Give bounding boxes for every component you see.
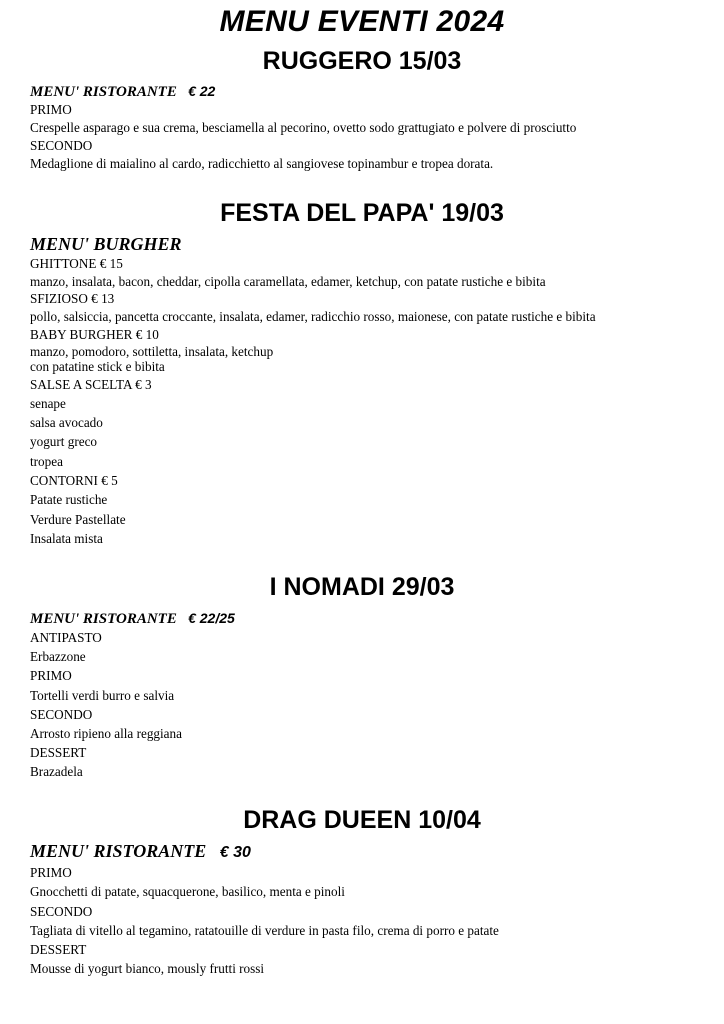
menu-header (30, 82, 215, 101)
menu-line: Tagliata di vitello al tegamino, ratatouille di verdure in pasta filo, crema di porro e patate (30, 922, 499, 938)
menu-line: yogurt greco (30, 434, 98, 450)
menu-label: MENU' BURGHER (30, 234, 182, 254)
menu-line: SALSE A SCELTA € 3 (30, 376, 152, 392)
menu-line: Medaglione di maialino al cardo, radicchietto al sangiovese topinambur e tropea dorata. (30, 156, 494, 171)
menu-line: senape (30, 395, 66, 411)
menu-label: MENU' RISTORANTE (30, 841, 207, 861)
menu-label: MENU' RISTORANTE (30, 611, 177, 627)
menu-line: PRIMO (30, 865, 72, 880)
menu-line: manzo, insalata, bacon, cheddar, cipolla caramellata, edamer, ketchup, con patate rustiche e bibita (30, 273, 546, 289)
menu-line: CONTORNI € 5 (30, 473, 118, 488)
menu-line: Brazadela (30, 764, 83, 780)
menu-line: DESSERT (30, 745, 87, 761)
menu-line: PRIMO (30, 668, 72, 684)
event-heading-i-nomadi: I NOMADI 29/03 (269, 573, 455, 601)
menu-price: € 22 (188, 83, 216, 99)
page-title: MENU EVENTI 2024 (219, 5, 505, 38)
menu-label: MENU' RISTORANTE (30, 84, 177, 100)
menu-line: SECONDO (30, 138, 93, 153)
menu-line: SECONDO (30, 903, 93, 919)
menu-line: SFIZIOSO € 13 (30, 291, 115, 307)
menu-line: Tortelli verdi burro e salvia (30, 687, 175, 703)
event-menu-lines (30, 863, 710, 979)
menu-line: BABY BURGHER € 10 (30, 326, 159, 342)
event-heading-ruggero: RUGGERO 15/03 (262, 47, 462, 75)
menu-line: Patate rustiche (30, 492, 108, 508)
event-menu-lines (30, 628, 710, 782)
event-menu-lines (30, 101, 710, 173)
menu-line: Mousse di yogurt bianco, mously frutti rossi (30, 961, 265, 977)
menu-line: Insalata mista (30, 530, 103, 546)
menu-line: con patatine stick e bibita (30, 359, 165, 375)
menu-line: Gnocchetti di patate, squacquerone, basilico, menta e pinoli (30, 884, 345, 900)
menu-line: Crespelle asparago e sua crema, besciamella al pecorino, ovetto sodo grattugiato e polvere di prosciutto (30, 120, 577, 135)
menu-header (30, 841, 251, 863)
menu-line: DESSERT (30, 942, 87, 958)
event-heading-drag-dueen: DRAG DUEEN 10/04 (243, 806, 481, 834)
menu-price: € 30 (219, 844, 251, 861)
menu-line: SECONDO (30, 706, 93, 722)
event-heading-festa-del-papa: FESTA DEL PAPA' 19/03 (220, 199, 504, 227)
menu-line: ANTIPASTO (30, 630, 102, 645)
menu-line: manzo, pomodoro, sottiletta, insalata, ketchup (30, 343, 274, 359)
menu-line: pollo, salsiccia, pancetta croccante, insalata, edamer, radicchio rosso, maionese, con patate rustiche e bibita (30, 309, 596, 325)
menu-line: salsa avocado (30, 415, 103, 431)
menu-line: GHITTONE € 15 (30, 256, 123, 271)
menu-line: Verdure Pastellate (30, 511, 126, 527)
event-menu-lines (30, 255, 710, 548)
menu-header (30, 609, 235, 628)
menu-line: PRIMO (30, 102, 72, 117)
menu-line: Arrosto ripieno alla reggiana (30, 726, 182, 742)
menu-line: Erbazzone (30, 649, 86, 665)
menu-price: € 22/25 (188, 610, 235, 626)
menu-line: tropea (30, 453, 63, 469)
menu-header (30, 234, 182, 254)
